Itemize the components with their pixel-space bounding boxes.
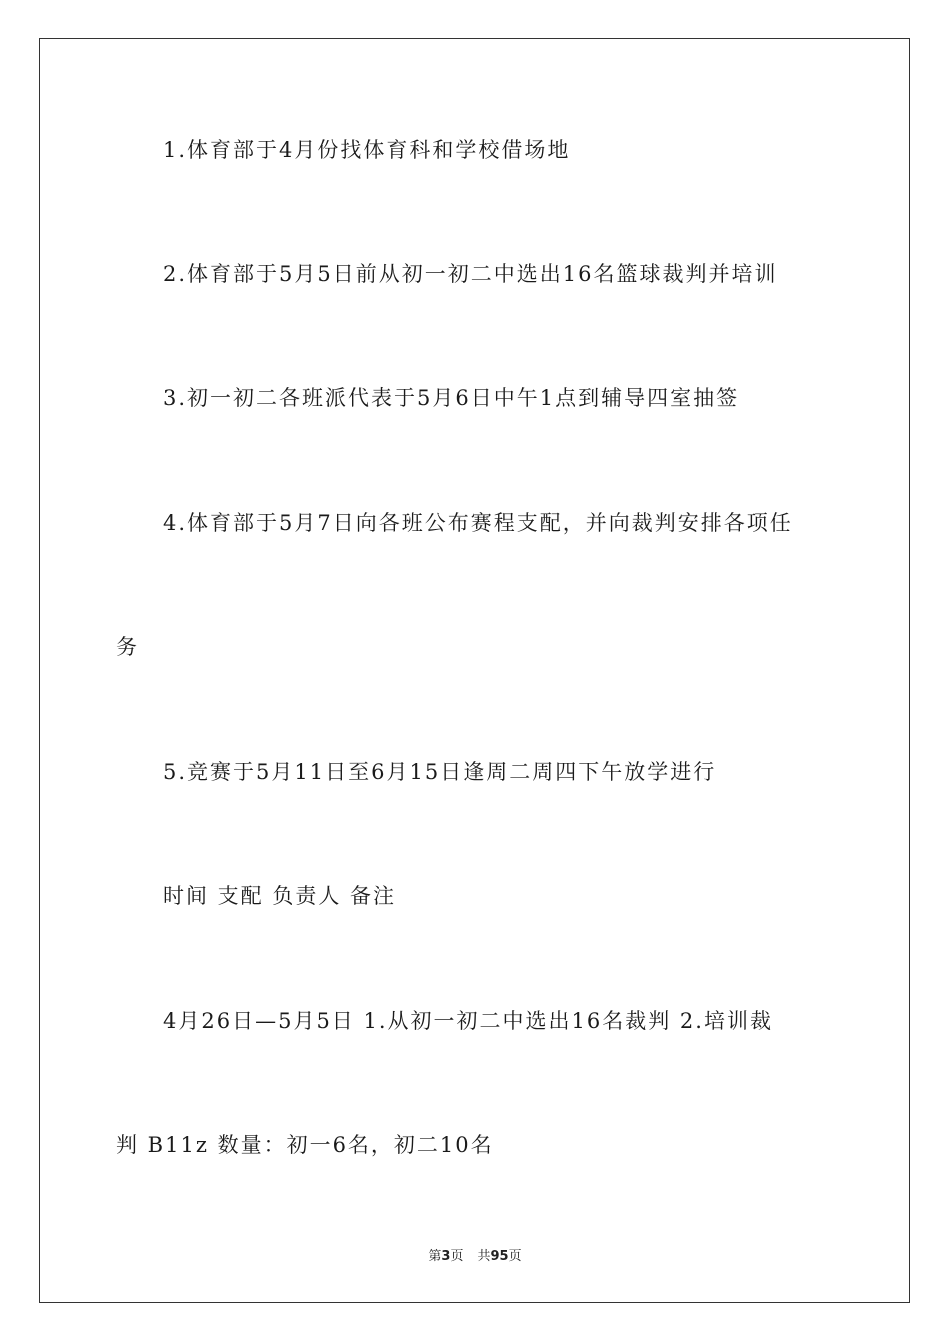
footer-total-prefix: 共 bbox=[477, 1249, 491, 1264]
footer-page-suffix: 页 bbox=[450, 1249, 464, 1264]
text-line-2: 2.体育部于5月5日前从初一初二中选出16名篮球裁判并培训 bbox=[163, 262, 778, 286]
footer-total-pages: 95 bbox=[490, 1249, 509, 1264]
text-line-1: 1.体育部于4月份找体育科和学校借场地 bbox=[163, 138, 571, 162]
page-footer bbox=[0, 1245, 950, 1264]
table-row-line-1: 4月26日—5月5日 1.从初一初二中选出16名裁判 2.培训裁 bbox=[163, 1009, 773, 1033]
text-line-6: 5.竞赛于5月11日至6月15日逢周二周四下午放学进行 bbox=[163, 760, 717, 784]
footer-page-number: 3 bbox=[441, 1249, 451, 1264]
text-line-5: 务 bbox=[116, 635, 139, 659]
text-line-3: 3.初一初二各班派代表于5月6日中午1点到辅导四室抽签 bbox=[163, 386, 740, 410]
table-header-line: 时间 支配 负责人 备注 bbox=[163, 884, 397, 908]
footer-page-prefix: 第 bbox=[428, 1249, 442, 1264]
text-line-4: 4.体育部于5月7日向各班公布赛程支配，并向裁判安排各项任 bbox=[163, 511, 793, 535]
table-row-line-2: 判 B11z 数量：初一6名，初二10名 bbox=[116, 1133, 494, 1157]
footer-total-suffix: 页 bbox=[508, 1249, 522, 1264]
page-border bbox=[39, 38, 910, 1303]
